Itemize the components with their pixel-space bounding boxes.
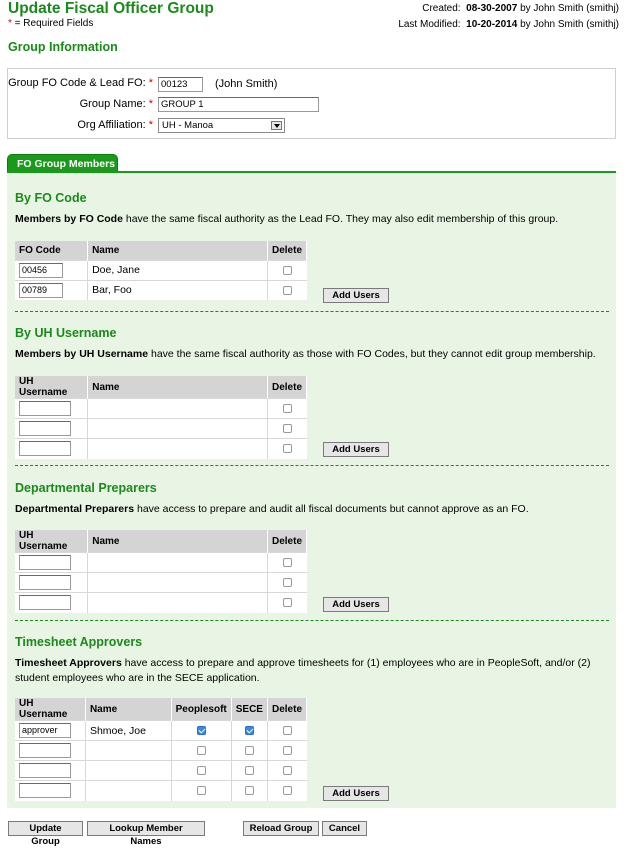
- member-name: [88, 439, 268, 459]
- tab-fo-group-members[interactable]: FO Group Members: [7, 154, 118, 172]
- table-row: [15, 399, 307, 419]
- by-fo-code-heading: By FO Code: [15, 191, 87, 205]
- fo-code-input[interactable]: 00789: [19, 283, 63, 298]
- by-username-desc-bold: Members by UH Username: [15, 348, 149, 360]
- member-name: [88, 399, 268, 419]
- table-row: [15, 419, 307, 439]
- delete-checkbox[interactable]: [283, 786, 292, 795]
- sece-checkbox[interactable]: [245, 746, 254, 755]
- group-name-label-text: Group Name:: [79, 98, 146, 110]
- username-cell: [15, 741, 85, 761]
- username-input[interactable]: [19, 743, 71, 758]
- delete-checkbox[interactable]: [283, 726, 292, 735]
- add-users-button[interactable]: Add Users: [323, 442, 389, 457]
- table-header-row: [15, 530, 307, 553]
- timesheet-desc-bold: Timesheet Approvers: [15, 657, 122, 669]
- modified-date: 10-20-2014: [466, 19, 518, 30]
- column-header: UH Username: [15, 530, 88, 553]
- column-header: UH Username: [15, 698, 85, 721]
- peoplesoft-cell: [171, 721, 231, 741]
- username-cell: [15, 553, 88, 573]
- username-cell: [15, 721, 85, 741]
- sece-checkbox[interactable]: [245, 766, 254, 775]
- delete-checkbox[interactable]: [283, 598, 292, 607]
- created-info: [422, 1, 619, 17]
- modified-by: by John Smith (smithj): [520, 19, 619, 30]
- member-name: [85, 741, 171, 761]
- table-header-row: [15, 698, 307, 721]
- member-name: [88, 593, 268, 613]
- by-fo-code-desc-bold: Members by FO Code: [15, 213, 123, 225]
- delete-cell: [267, 741, 306, 761]
- sece-cell: [231, 781, 267, 801]
- fo-code-label: [8, 77, 153, 89]
- cancel-button[interactable]: Cancel: [322, 821, 367, 836]
- fo-code-input[interactable]: 00123: [158, 77, 203, 92]
- username-cell: [15, 399, 88, 419]
- username-cell: [15, 593, 88, 613]
- member-name: [88, 573, 268, 593]
- sece-checkbox[interactable]: [245, 726, 254, 735]
- username-cell: [15, 761, 85, 781]
- username-input[interactable]: [19, 421, 71, 436]
- modified-label: Last Modified:: [398, 19, 461, 30]
- table-header-row: [15, 241, 307, 260]
- delete-cell: [267, 761, 306, 781]
- member-name: [85, 781, 171, 801]
- delete-cell: [267, 260, 306, 280]
- username-input[interactable]: [19, 783, 71, 798]
- column-header: Name: [88, 530, 268, 553]
- table-row: [15, 260, 307, 280]
- section-divider: [15, 620, 609, 621]
- org-affiliation-row: [8, 119, 153, 133]
- timesheet-approvers-table: [15, 698, 307, 801]
- lookup-member-names-button[interactable]: Lookup Member Names: [87, 821, 205, 836]
- column-header: FO Code: [15, 241, 88, 260]
- table-row: [15, 280, 307, 300]
- add-users-button[interactable]: Add Users: [323, 597, 389, 612]
- group-name-row: [8, 98, 153, 112]
- username-cell: [15, 781, 85, 801]
- required-note-text: = Required Fields: [11, 18, 94, 29]
- chevron-down-icon: [271, 121, 282, 130]
- column-header: Peoplesoft: [171, 698, 231, 721]
- by-username-heading: By UH Username: [15, 326, 117, 340]
- table-row: [15, 721, 307, 741]
- created-by: by John Smith (smithj): [520, 3, 619, 14]
- lead-fo-name: (John Smith): [215, 78, 278, 90]
- delete-cell: [267, 573, 306, 593]
- username-cell: [15, 573, 88, 593]
- by-username-description: [15, 347, 605, 362]
- peoplesoft-checkbox[interactable]: [197, 786, 206, 795]
- table-row: [15, 553, 307, 573]
- delete-cell: [267, 781, 306, 801]
- add-users-button[interactable]: Add Users: [323, 786, 389, 801]
- peoplesoft-cell: [171, 781, 231, 801]
- peoplesoft-checkbox[interactable]: [197, 766, 206, 775]
- member-name: Bar, Foo: [88, 280, 268, 300]
- page-title: Update Fiscal Officer Group: [8, 0, 214, 17]
- table-header-row: [15, 376, 307, 399]
- delete-cell: [267, 280, 306, 300]
- delete-cell: [267, 593, 306, 613]
- table-row: [15, 593, 307, 613]
- delete-cell: [267, 439, 306, 459]
- delete-cell: [267, 419, 306, 439]
- table-row: [15, 439, 307, 459]
- table-row: [15, 741, 307, 761]
- column-header: Delete: [267, 376, 306, 399]
- fo-code-row: [8, 77, 153, 91]
- member-name: [85, 761, 171, 781]
- required-star: *: [148, 98, 153, 110]
- fo-group-members-panel: [7, 171, 616, 808]
- required-star: *: [148, 77, 153, 89]
- username-cell: [15, 419, 88, 439]
- column-header: Name: [88, 376, 268, 399]
- delete-cell: [267, 721, 306, 741]
- dept-preparers-desc-bold: Departmental Preparers: [15, 503, 135, 515]
- member-name: [88, 553, 268, 573]
- by-fo-code-description: [15, 212, 605, 227]
- section-divider: [15, 311, 609, 312]
- sece-cell: [231, 761, 267, 781]
- member-name: [88, 419, 268, 439]
- required-star: *: [8, 18, 12, 29]
- delete-checkbox[interactable]: [283, 578, 292, 587]
- by-fo-code-desc-text: have the same fiscal authority as the Lead FO. They may also edit membership of this group.: [122, 213, 559, 225]
- username-input[interactable]: [19, 555, 71, 570]
- group-name-input[interactable]: GROUP 1: [158, 97, 319, 112]
- by-fo-code-table: [15, 241, 307, 300]
- sece-cell: [231, 721, 267, 741]
- username-input[interactable]: [19, 401, 71, 416]
- table-row: [15, 573, 307, 593]
- org-affiliation-value: UH - Manoa: [162, 120, 214, 131]
- column-header: Delete: [267, 241, 306, 260]
- dept-preparers-desc-text: have access to prepare and audit all fiscal documents but cannot approve as an FO.: [134, 503, 529, 515]
- peoplesoft-checkbox[interactable]: [197, 746, 206, 755]
- required-note: [8, 18, 93, 29]
- peoplesoft-cell: [171, 741, 231, 761]
- timesheet-approvers-heading: Timesheet Approvers: [15, 635, 143, 649]
- update-group-button[interactable]: Update Group: [8, 821, 83, 836]
- by-username-table: [15, 376, 307, 459]
- org-affiliation-label: [77, 119, 153, 131]
- sece-cell: [231, 741, 267, 761]
- member-name: Doe, Jane: [88, 260, 268, 280]
- member-name: Shmoe, Joe: [85, 721, 171, 741]
- username-input[interactable]: [19, 595, 71, 610]
- delete-cell: [267, 399, 306, 419]
- fo-code-cell: [15, 260, 88, 280]
- column-header: Name: [85, 698, 171, 721]
- column-header: UH Username: [15, 376, 88, 399]
- peoplesoft-checkbox[interactable]: [197, 726, 206, 735]
- delete-checkbox[interactable]: [283, 266, 292, 275]
- delete-checkbox[interactable]: [283, 286, 292, 295]
- created-label: Created:: [422, 3, 461, 14]
- peoplesoft-cell: [171, 761, 231, 781]
- username-input[interactable]: [19, 575, 71, 590]
- timesheet-desc-text: have access to prepare and approve timesheets for (1) employees who are in PeopleSoft, and/or (2) student employees who are in the SECE application.: [15, 657, 591, 684]
- column-header: Name: [88, 241, 268, 260]
- dept-preparers-heading: Departmental Preparers: [15, 481, 157, 495]
- username-input[interactable]: [19, 441, 71, 456]
- dept-preparers-description: [15, 502, 605, 517]
- delete-checkbox[interactable]: [283, 746, 292, 755]
- fo-code-label-text: Group FO Code & Lead FO:: [8, 77, 146, 89]
- column-header: Delete: [267, 698, 306, 721]
- org-affiliation-label-text: Org Affiliation:: [77, 119, 146, 131]
- created-date: 08-30-2007: [466, 3, 518, 14]
- modified-info: [398, 17, 619, 33]
- delete-checkbox[interactable]: [283, 766, 292, 775]
- org-affiliation-select[interactable]: [158, 118, 285, 133]
- by-username-desc-text: have the same fiscal authority as those with FO Codes, but they cannot edit group membership.: [148, 348, 596, 360]
- column-header: SECE: [231, 698, 267, 721]
- username-input[interactable]: approver: [19, 723, 71, 738]
- group-information-heading: Group Information: [8, 40, 118, 54]
- reload-group-button[interactable]: Reload Group: [243, 821, 319, 836]
- fo-code-cell: [15, 280, 88, 300]
- delete-checkbox[interactable]: [283, 404, 292, 413]
- fo-code-input[interactable]: 00456: [19, 263, 63, 278]
- group-name-label: [80, 98, 153, 110]
- add-users-button[interactable]: Add Users: [323, 288, 389, 303]
- delete-checkbox[interactable]: [283, 444, 292, 453]
- table-row: [15, 761, 307, 781]
- delete-checkbox[interactable]: [283, 558, 292, 567]
- dept-preparers-table: [15, 530, 307, 613]
- table-row: [15, 781, 307, 801]
- sece-checkbox[interactable]: [245, 786, 254, 795]
- required-star: *: [148, 119, 153, 131]
- delete-cell: [267, 553, 306, 573]
- section-divider: [15, 465, 609, 466]
- username-cell: [15, 439, 88, 459]
- delete-checkbox[interactable]: [283, 424, 292, 433]
- timesheet-approvers-description: [15, 656, 605, 686]
- username-input[interactable]: [19, 763, 71, 778]
- column-header: Delete: [267, 530, 306, 553]
- group-information-box: [7, 68, 616, 139]
